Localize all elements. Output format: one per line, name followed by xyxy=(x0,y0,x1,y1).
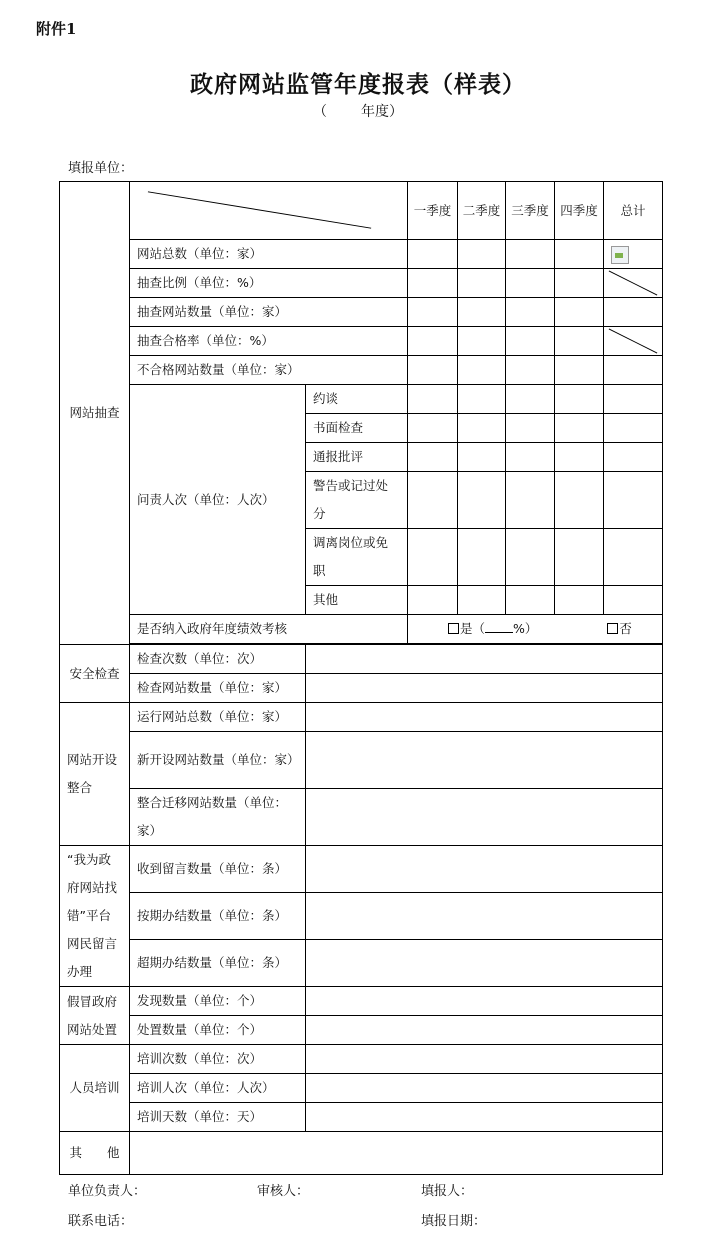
year-open: （ xyxy=(313,104,327,120)
value-cell[interactable] xyxy=(306,1074,663,1103)
header-diagonal-cell xyxy=(130,182,408,240)
accountability-item: 书面检查 xyxy=(306,414,408,443)
row-label: 检查网站数量（单位：家） xyxy=(130,674,306,703)
data-cell[interactable] xyxy=(506,385,555,414)
data-cell[interactable] xyxy=(458,327,506,356)
total-header: 总计 xyxy=(604,182,663,240)
value-cell[interactable] xyxy=(306,987,663,1016)
data-cell[interactable] xyxy=(408,443,458,472)
value-cell[interactable] xyxy=(306,703,663,732)
accountability-item: 约谈 xyxy=(306,385,408,414)
data-cell[interactable] xyxy=(408,414,458,443)
row-label: 培训天数（单位：天） xyxy=(130,1103,306,1132)
no-checkbox[interactable] xyxy=(607,623,618,634)
year-text: 年度） xyxy=(361,104,403,120)
row-label: 收到留言数量（单位：条） xyxy=(130,846,306,893)
row-label: 处置数量（单位：个） xyxy=(130,1016,306,1045)
section-fake-label: 假冒政府网站处置 xyxy=(60,987,130,1045)
data-cell[interactable] xyxy=(458,443,506,472)
performance-options xyxy=(408,615,663,644)
data-cell[interactable] xyxy=(555,472,604,529)
value-cell[interactable] xyxy=(306,1103,663,1132)
data-cell[interactable] xyxy=(458,269,506,298)
reviewer-label: 审核人： xyxy=(257,1184,310,1199)
data-cell[interactable] xyxy=(506,414,555,443)
data-cell[interactable] xyxy=(506,356,555,385)
row-label: 整合迁移网站数量（单位：家） xyxy=(130,789,306,846)
total-cell-struck xyxy=(604,327,663,356)
total-cell[interactable] xyxy=(604,529,663,586)
row-label: 按期办结数量（单位：条） xyxy=(130,893,306,940)
quarter-header: 三季度 xyxy=(506,182,555,240)
data-cell[interactable] xyxy=(555,586,604,615)
data-cell[interactable] xyxy=(506,529,555,586)
row-label: 抽查网站数量（单位：家） xyxy=(130,298,408,327)
data-cell[interactable] xyxy=(408,298,458,327)
data-cell[interactable] xyxy=(555,443,604,472)
data-cell[interactable] xyxy=(506,327,555,356)
other-value-cell[interactable] xyxy=(130,1132,663,1175)
total-cell[interactable] xyxy=(604,472,663,529)
section-training-label: 人员培训 xyxy=(60,1045,130,1132)
filler-label: 填报人： xyxy=(421,1184,474,1199)
data-cell[interactable] xyxy=(458,385,506,414)
value-cell[interactable] xyxy=(306,940,663,987)
data-cell[interactable] xyxy=(555,327,604,356)
value-cell[interactable] xyxy=(306,645,663,674)
broken-image-icon xyxy=(611,246,629,264)
data-cell[interactable] xyxy=(506,269,555,298)
data-cell[interactable] xyxy=(408,529,458,586)
percent-blank[interactable] xyxy=(485,632,513,633)
diagonal-line xyxy=(604,327,662,355)
accountability-item: 通报批评 xyxy=(306,443,408,472)
no-label: 否 xyxy=(619,621,632,636)
row-label: 超期办结数量（单位：条） xyxy=(130,940,306,987)
total-cell[interactable] xyxy=(604,443,663,472)
accountability-label: 问责人次（单位：人次） xyxy=(130,385,306,615)
data-cell[interactable] xyxy=(458,240,506,269)
accountability-item: 调离岗位或免职 xyxy=(306,529,408,586)
data-cell[interactable] xyxy=(506,240,555,269)
unit-head-label: 单位负责人： xyxy=(68,1184,147,1199)
total-cell[interactable] xyxy=(604,385,663,414)
value-cell[interactable] xyxy=(306,674,663,703)
accountability-item: 警告或记过处分 xyxy=(306,472,408,529)
data-cell[interactable] xyxy=(555,298,604,327)
total-cell[interactable] xyxy=(604,356,663,385)
data-cell[interactable] xyxy=(408,269,458,298)
data-cell[interactable] xyxy=(458,472,506,529)
year-line xyxy=(0,101,716,121)
phone-label: 联系电话： xyxy=(68,1214,134,1229)
yes-checkbox[interactable] xyxy=(448,623,459,634)
data-cell[interactable] xyxy=(458,586,506,615)
row-label: 培训次数（单位：次） xyxy=(130,1045,306,1074)
data-cell[interactable] xyxy=(408,240,458,269)
total-cell[interactable] xyxy=(604,586,663,615)
yes-suffix: %） xyxy=(513,621,538,636)
performance-label: 是否纳入政府年度绩效考核 xyxy=(130,615,408,644)
data-cell[interactable] xyxy=(458,414,506,443)
data-cell[interactable] xyxy=(506,443,555,472)
data-cell[interactable] xyxy=(458,356,506,385)
value-cell[interactable] xyxy=(306,732,663,789)
value-cell[interactable] xyxy=(306,846,663,893)
data-cell[interactable] xyxy=(408,385,458,414)
section-platform-label: “我为政府网站找错”平台网民留言办理 xyxy=(60,846,130,987)
data-cell[interactable] xyxy=(555,240,604,269)
report-table xyxy=(59,181,663,1175)
data-cell[interactable] xyxy=(408,327,458,356)
section-setup-label: 网站开设整合 xyxy=(60,703,130,846)
section-security-label: 安全检查 xyxy=(60,645,130,703)
page-title: 政府网站监管年度报表（样表） xyxy=(190,71,526,98)
section-inspection-label: 网站抽查 xyxy=(60,182,130,645)
fill-unit-label: 填报单位： xyxy=(68,161,134,176)
total-cell-struck xyxy=(604,269,663,298)
total-cell[interactable] xyxy=(604,298,663,327)
row-label: 新开设网站数量（单位：家） xyxy=(130,732,306,789)
row-label: 检查次数（单位：次） xyxy=(130,645,306,674)
quarter-header: 二季度 xyxy=(458,182,506,240)
accountability-item: 其他 xyxy=(306,586,408,615)
data-cell[interactable] xyxy=(555,356,604,385)
section-other-label: 其 他 xyxy=(60,1132,130,1175)
data-cell[interactable] xyxy=(458,529,506,586)
quarter-header: 四季度 xyxy=(555,182,604,240)
total-cell[interactable] xyxy=(604,240,663,269)
value-cell[interactable] xyxy=(306,1016,663,1045)
data-cell[interactable] xyxy=(408,472,458,529)
data-cell[interactable] xyxy=(506,472,555,529)
value-cell[interactable] xyxy=(306,1045,663,1074)
yes-label: 是（ xyxy=(460,621,486,636)
diagonal-line xyxy=(604,269,662,297)
data-cell[interactable] xyxy=(555,269,604,298)
total-cell[interactable] xyxy=(604,414,663,443)
data-cell[interactable] xyxy=(555,385,604,414)
data-cell[interactable] xyxy=(555,529,604,586)
value-cell[interactable] xyxy=(306,893,663,940)
row-label: 抽查比例（单位：%） xyxy=(130,269,408,298)
attachment-label: 附件1 xyxy=(36,20,77,38)
data-cell[interactable] xyxy=(408,586,458,615)
data-cell[interactable] xyxy=(506,586,555,615)
row-label: 培训人次（单位：人次） xyxy=(130,1074,306,1103)
data-cell[interactable] xyxy=(458,298,506,327)
quarter-header: 一季度 xyxy=(408,182,458,240)
row-label: 抽查合格率（单位：%） xyxy=(130,327,408,356)
row-label: 不合格网站数量（单位：家） xyxy=(130,356,408,385)
diagonal-line xyxy=(130,182,407,239)
row-label: 发现数量（单位：个） xyxy=(130,987,306,1016)
data-cell[interactable] xyxy=(506,298,555,327)
row-label: 网站总数（单位：家） xyxy=(130,240,408,269)
row-label: 运行网站总数（单位：家） xyxy=(130,703,306,732)
date-label: 填报日期： xyxy=(421,1214,487,1229)
data-cell[interactable] xyxy=(555,414,604,443)
value-cell[interactable] xyxy=(306,789,663,846)
data-cell[interactable] xyxy=(408,356,458,385)
